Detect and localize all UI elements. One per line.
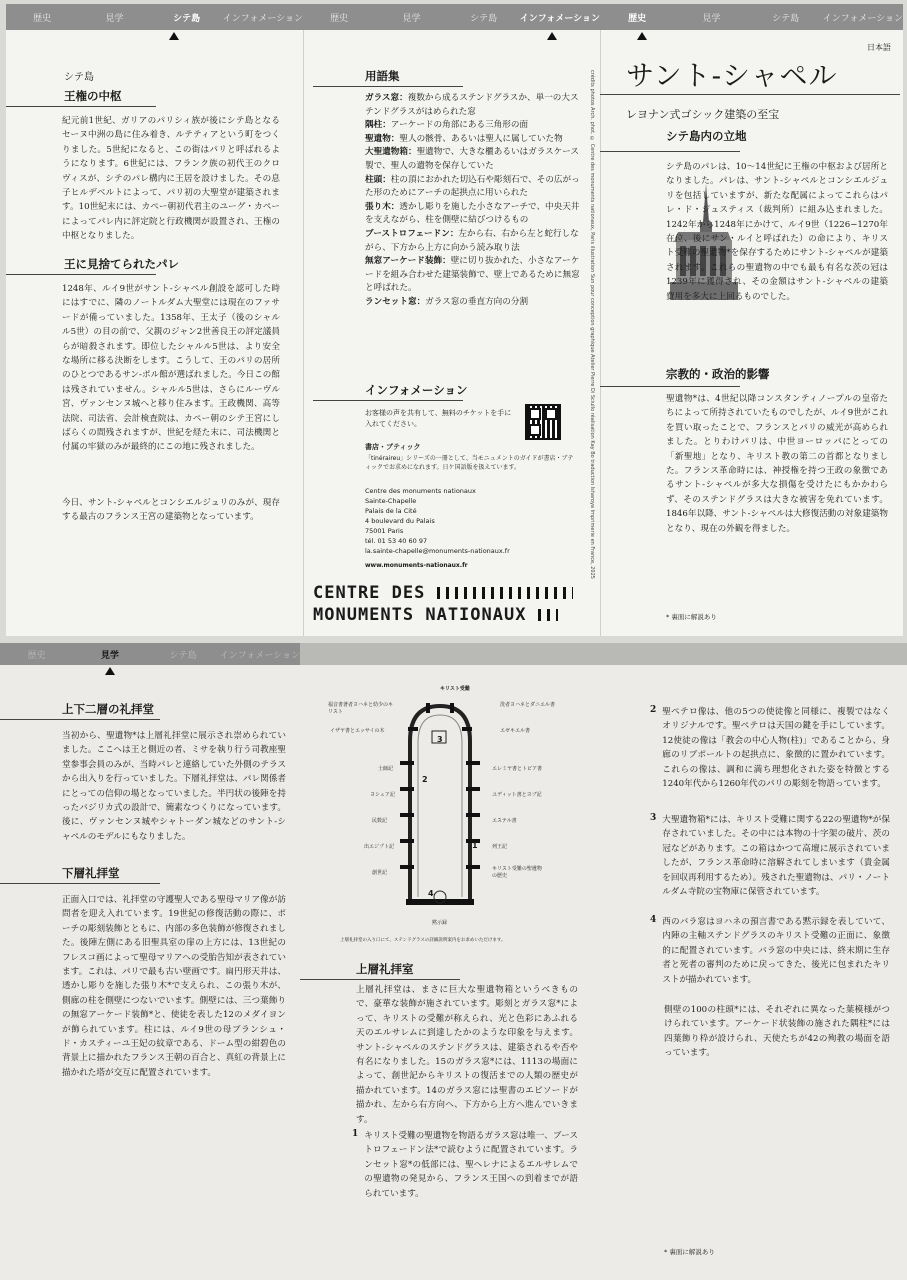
panel-glossary-info	[303, 30, 600, 636]
address-line: Palais de la Cité	[365, 507, 417, 515]
nav-history[interactable]: 歴史	[33, 13, 52, 24]
heading-rule	[6, 106, 156, 107]
address-line: Sainte-Chapelle	[365, 497, 417, 505]
nav-cite[interactable]: シテ島	[470, 13, 498, 24]
nav-info[interactable]: インフォメーション	[219, 650, 300, 661]
numbered-item-1	[352, 1129, 578, 1201]
item-text: 大聖遺物箱*には、キリスト受難に関する22の聖遺物*が保存されていました。その中には本物の十字架の破片、茨の冠などがあります。この箱はかつて高壇に展示されていましたが、フランス革命時に溶解されてしまいます（貴金属を回収再利用するため）。残された聖遺物は、パリ・ノートルダム寺院の宝物庫に保管されています。	[662, 815, 890, 898]
footnote: * 裏面に解説あり	[664, 1248, 715, 1256]
heading-abandoned-palace: 王に見捨てられたパレ	[64, 257, 179, 271]
plan-label: 出エジプト記	[364, 844, 395, 850]
glossary-entry: ブーストロフェードン：左から右、右から左と蛇行しながら、下方から上方に向かう読み取り法	[365, 228, 579, 253]
phone[interactable]: tél. 01 53 40 60 97	[365, 537, 428, 545]
heading-rule	[300, 979, 460, 980]
plan-label: イザヤ書とエッサイの木	[330, 728, 385, 734]
nav-bar-panel-2	[303, 4, 600, 30]
paragraph-two-levels: 当初から、聖遺物*は上層礼拝堂に展示され崇められていました。ここへは王と側近の者、ミサを執り行う司教座聖堂参事会員のみが、当時パレと連絡していた外側のテラスから出入りを行っていました。下層礼拝堂は、パレ関係者にとっての信仰の場となっていました。半円状の後陣を持ったバジリカ式の設計で、簡素なつくりになっています。後に、ヴァンセンヌ城やシャトーダン城などのサント-シャペルのモデルにもなりました。	[62, 731, 286, 842]
numbered-item-2	[650, 705, 890, 791]
paragraph-influence: 聖遺物*は、4世紀以降コンスタンティノープルの皇帝たちによって所持されていたものでしたが、ルイ9世がこれを買い取ったことで、フランスとパリの威光が高められました。とりわけパリは、中世ヨーロッパにとっての「新聖地」となり、キリスト教の第二の首都となりました。フランス革命時には、神授権を持つ王政の象徴であるサント-シャペルが多大な損傷を受けたにもかかわらず、そのステンドグラスは大きな被害を免れています。1846年以降、サント-シャペルは大修復活動の対象建築物となり、現在の外観を得ました。	[666, 394, 888, 534]
heading-rule	[6, 274, 156, 275]
nav-info[interactable]: インフォメーション	[519, 13, 600, 24]
plan-label-apocalypse: 黙示録	[432, 920, 448, 926]
item-text: 西のバラ窓はヨハネの預言書である黙示録を表していて、内陣の主軸ステンドグラスのキリスト受難の正面に、象徴的に配置されています。バラ窓の中央には、終末期に生存者と死者の審判のために戻ってきた、後光に包まれたキリストが描かれています。	[662, 917, 890, 985]
nav-bar-panel-1	[6, 4, 303, 30]
numbered-item-3	[650, 813, 890, 899]
cover-title: サント-シャペル	[626, 59, 838, 92]
credits-text: crédits photos Arch. phot. © Centre des monuments nationaux, Paris illustration Sun pour conception graphique Atelier Pierre Di Sciullo réalisation Kay Bo traduction Isharoya Imprimerie en France, 2025	[589, 70, 595, 579]
nav-history[interactable]: 歴史	[330, 13, 349, 24]
panel-cite-history	[6, 30, 303, 636]
address-block	[365, 486, 585, 556]
plan-label: エゼキエル書	[500, 728, 531, 734]
plan-label: 創世記	[372, 870, 388, 876]
plan-label: 民数記	[372, 818, 388, 824]
nav-cite[interactable]: シテ島	[772, 13, 800, 24]
plan-caption: 上層礼拝堂の入り口にて、ステンドグラスの詳細説明案内をお求めいただけます。	[340, 938, 506, 943]
plan-label: キリスト受難の聖遺物の歴史	[492, 866, 542, 879]
plan-number: 2	[422, 775, 428, 784]
section-label: シテ島	[64, 72, 94, 83]
glossary-entry: 隅柱：アーケードの角部にある三角形の面	[365, 120, 529, 131]
nav-bar-panel-3	[600, 4, 903, 30]
plan-number: 4	[428, 889, 434, 898]
glossary-entry: ガラス窓：複数から成るステンドグラスか、単一の大ステンドグラスがはめられた窓	[365, 93, 579, 117]
plan-number: 3	[437, 735, 443, 744]
title-rule	[600, 94, 900, 95]
nav-history[interactable]: 歴史	[27, 650, 46, 661]
website-link[interactable]: www.monuments-nationaux.fr	[365, 562, 468, 569]
item-number: 3	[650, 813, 657, 823]
item-number: 4	[650, 915, 657, 925]
glossary-entry: 張り木：透かし彫りを施した小さなアーチで、中央天井を支えながら、柱を側壁に結びつけるもの	[365, 201, 580, 226]
glossary-entry: 無窓アーケード装飾：壁に切り抜かれた、小さなアーケードを組み合わせた建築装飾で、壁上であるために無窓と呼ばれた。	[365, 256, 580, 294]
plan-label: 列王記	[492, 844, 508, 850]
cover-subtitle: レヨナン式ゴシック建築の至宝	[626, 108, 780, 121]
glossary-entry: 柱頭：柱の頂におかれた切込石や彫刻石で、その広がった形のためにアーチの起拱点に用いられた	[365, 174, 580, 199]
floor-plan-drawing	[400, 701, 480, 911]
paragraph-location: シテ島のパレは、10～14世紀に王権の中枢および居所となりました。パレは、サント-シャペルとコンシエルジュリを包括していますが、新たな配属によってこれらはパレ・ド・ジュスティス（裁判所）に組み込まれました。1242年から1248年にかけて、ルイ9世（1226−1270年在位、後にサン・ルイと呼ばれた）の命により、キリスト受難の聖遺物*を保存するためにサント-シャペルが建築されます。これらの聖遺物の中でも最も有名な茨の冠は1239年に獲得され、その金額はサント-シャペルの建築費用を多大に上回るものでした。	[666, 162, 888, 302]
heading-two-levels: 上下二層の礼拝堂	[62, 702, 154, 716]
heading-influence: 宗教的・政治的影響	[666, 367, 770, 381]
publisher-text: 「tinéraireu」シリーズの一冊として、当モニュメントのガイドが書店・ブティックでお求めになれます。日ケ国語版を扱えています。	[365, 455, 574, 471]
item-text: 聖ペテロ像は、他の5つの使徒像と同様に、複製ではなくオリジナルです。聖ペテロは天国の鍵を手にしています。12使徒の像は「教会の中心人物(柱)」であることから、身廊のリブポールトの起拱点に、象徴的に置かれています。これらの像は、調和に満ち理想化された姿を特徴とする1240年代から1260年代のパリの彫刻を物語っています。	[662, 707, 890, 790]
email-link[interactable]: la.sainte-chapelle@monuments-nationaux.fr	[365, 547, 510, 555]
paragraph-today: 今日、サント-シャペルとコンシエルジュリのみが、現存する最古のフランス王宮の建築物となっています。	[62, 498, 280, 523]
logo-line-1: CENTRE DES	[313, 583, 426, 603]
paragraph-royal-center: 紀元前1世紀、ガリアのパリシィ族が後にシテ島となるセーヌ中洲の島に住み着き、ルテティアという町をつくりました。5世紀になると、この街はパリと呼ばれるようになります。6世紀には、フランク族の初代王のクロヴィスが、シテのパレ構内に王居を設けました。その息子ヒルデベルトによって、パリ初の大聖堂が建築されます。10世紀末には、カペー朝初代君主のユーグ・カペーによってパレ内に評定院と行政機関が設置され、王権の中枢となりました。	[62, 116, 280, 242]
nav-bar-inner	[0, 643, 300, 665]
plan-label: エステル書	[492, 818, 517, 824]
paragraph-pillars: 側壁の100の柱頭*には、それぞれに異なった葉模様がつけられています。アーケード状装飾の施された隅柱*には四葉飾り枠が設けられ、天使たちが42の殉教の場面を語っています。	[664, 1005, 890, 1059]
nav-cite[interactable]: シテ島	[169, 650, 197, 661]
brochure-outer-side	[6, 4, 903, 636]
logo-line-2: MONUMENTS NATIONAUX	[313, 605, 527, 625]
heading-royal-center: 王権の中枢	[64, 89, 122, 103]
panel-cover	[600, 30, 903, 636]
nav-info[interactable]: インフォメーション	[822, 13, 903, 24]
glossary-list	[365, 92, 585, 310]
item-text: キリスト受難の聖遺物を物語るガラス窓は唯一、ブーストロフェードン法*で読むように配置されています。ランセット窓*の低部には、聖ヘレナによるエルサレムでの聖遺物の発見から、フランス王国への到着までが語られています。	[364, 1131, 578, 1199]
glossary-title: 用語集	[365, 69, 400, 83]
plan-label: ユディット書とヨブ記	[492, 792, 542, 798]
paragraph-upper-chapel: 上層礼拝堂は、まさに巨大な聖遺物箱というべきもので、豪華な装飾が施されています。彫刻とガラス窓*によって、キリストの受難が称えられ、光と色彩にあふれる天のエルサレムに到達したかのような印象を与えます。サント-シャペルのステンドグラスは、建築されるや否や有名になりました。15のガラス窓*には、1113の場面によって、創世記からキリストの復活までの人類の歴史が描かれています。14のガラス窓には聖書のエピソードが描かれ、左から右方向へ、下方から上方へ進んでいきます。	[356, 985, 578, 1125]
nav-tour[interactable]: 見学	[702, 13, 721, 24]
nav-tour[interactable]: 見学	[100, 650, 119, 661]
qr-code[interactable]	[525, 404, 561, 440]
panel-upper-chapel	[300, 665, 606, 1280]
nav-bar-fill	[300, 643, 907, 665]
heading-upper-chapel: 上層礼拝室	[356, 962, 414, 976]
plan-label: 洗者ヨハネとダニエル書	[500, 702, 556, 708]
address-line: 4 boulevard du Palais	[365, 517, 435, 525]
numbered-item-4	[650, 915, 890, 987]
plan-label-passion: キリスト受難	[440, 686, 470, 692]
publisher-label: 書店・ブティック	[365, 443, 421, 451]
panel-two-chapels	[0, 665, 300, 1280]
heading-rule	[600, 386, 740, 387]
language-label: 日本語	[867, 43, 891, 52]
nav-history[interactable]: 歴史	[628, 13, 647, 24]
heading-rule	[0, 719, 160, 720]
nav-tour[interactable]: 見学	[402, 13, 421, 24]
brochure-inner-side	[0, 643, 907, 1280]
address-line: Centre des monuments nationaux	[365, 487, 476, 495]
footnote: * 裏面に解説あり	[666, 613, 717, 621]
floor-plan	[300, 675, 606, 955]
address-line: 75001 Paris	[365, 527, 404, 535]
heading-rule	[600, 151, 740, 152]
cmn-logo	[313, 582, 573, 626]
panel-highlights	[606, 665, 907, 1280]
plan-number: 1	[472, 841, 478, 850]
heading-lower-chapel: 下層礼拝堂	[62, 866, 120, 880]
heading-rule	[313, 86, 463, 87]
logo-pattern	[437, 587, 573, 599]
heading-location: シテ島内の立地	[666, 129, 747, 143]
logo-pattern	[538, 609, 558, 621]
nav-cite[interactable]: シテ島	[173, 13, 201, 24]
plan-label: 士師記	[378, 766, 394, 772]
feedback-text: お客様の声を共有して、無料のチケットを手に入れてください。	[365, 409, 512, 428]
item-number: 2	[650, 705, 657, 715]
plan-label: 福音書著者ヨハネと幼少のキリスト	[328, 702, 394, 715]
item-number: 1	[352, 1129, 359, 1139]
heading-rule	[0, 883, 160, 884]
glossary-entry: 大聖遺物箱：聖遺物で、大きな櫃あるいはガラスケース製で、聖人の遺物を保存していた	[365, 147, 580, 171]
heading-rule	[313, 400, 463, 401]
glossary-entry: ランセット窓：ガラス窓の垂直方向の分割	[365, 296, 529, 307]
paragraph-abandoned-palace: 1248年、ルイ9世がサント-シャペル創設を認可した時にはすでに、隣のノートルダム大聖堂には現在のファサードが備っていました。1358年、王太子（後のシャルル5世）の目の前で、父親のジャン2世善良王の評定議員らが暗殺されます。即位したシャルル5世は、より安全な場所に移る決断をします。こうして、王のパリの居所のひとつであるサン-ポル館が選ばれました。今日この館は残されていません。シャルル5世は、さらにルーヴル宮、ヴァンセンヌ城へと移り住みます。王政機関、高等法院、司法省、会計検査院は、カペー朝のシテ王宮にしばらくの間残されますが、世紀を経た末に、司法機関と付属の牢獄のみが最終的にこの地に残されました。	[62, 284, 280, 453]
glossary-entry: 聖遺物：聖人の骸骨、あるいは聖人に属していた物	[365, 133, 563, 144]
info-title: インフォメーション	[365, 383, 468, 397]
plan-label: ヨシュア記	[370, 792, 395, 798]
paragraph-lower-chapel: 正面入口では、礼拝堂の守護聖人である聖母マリア像が訪問者を迎え入れています。19世紀の修復活動の際に、ポーチの彫刻装飾とともに、内部の多色装飾が修復されました。後陣左側にある旧聖具室の扉の上方には、13世紀のフレスコ画によって聖母マリアへの受胎告知が表されています。これは、パリで最も古い壁画です。扁円形天井は、透かし彫りを施した張り木*で支えられ、この張り木が、側廊の柱を側壁につないでいます。側壁には、三つ葉飾りの無窓アーケード装飾*と、使徒を表した12のメダイヨンが飾られています。柱には、ルイ9世の母ブランシュ・ド・カスティーユ王妃の紋章である、ドーム型の紺碧色の背景上に描かれたフランス王朝の百合と、真紅の背景上に描かれた塔が交互に配置されています。	[62, 895, 286, 1078]
nav-tour[interactable]: 見学	[105, 13, 124, 24]
nav-info[interactable]: インフォメーション	[222, 13, 303, 24]
plan-label: エレミヤ書とトビア書	[492, 766, 543, 772]
